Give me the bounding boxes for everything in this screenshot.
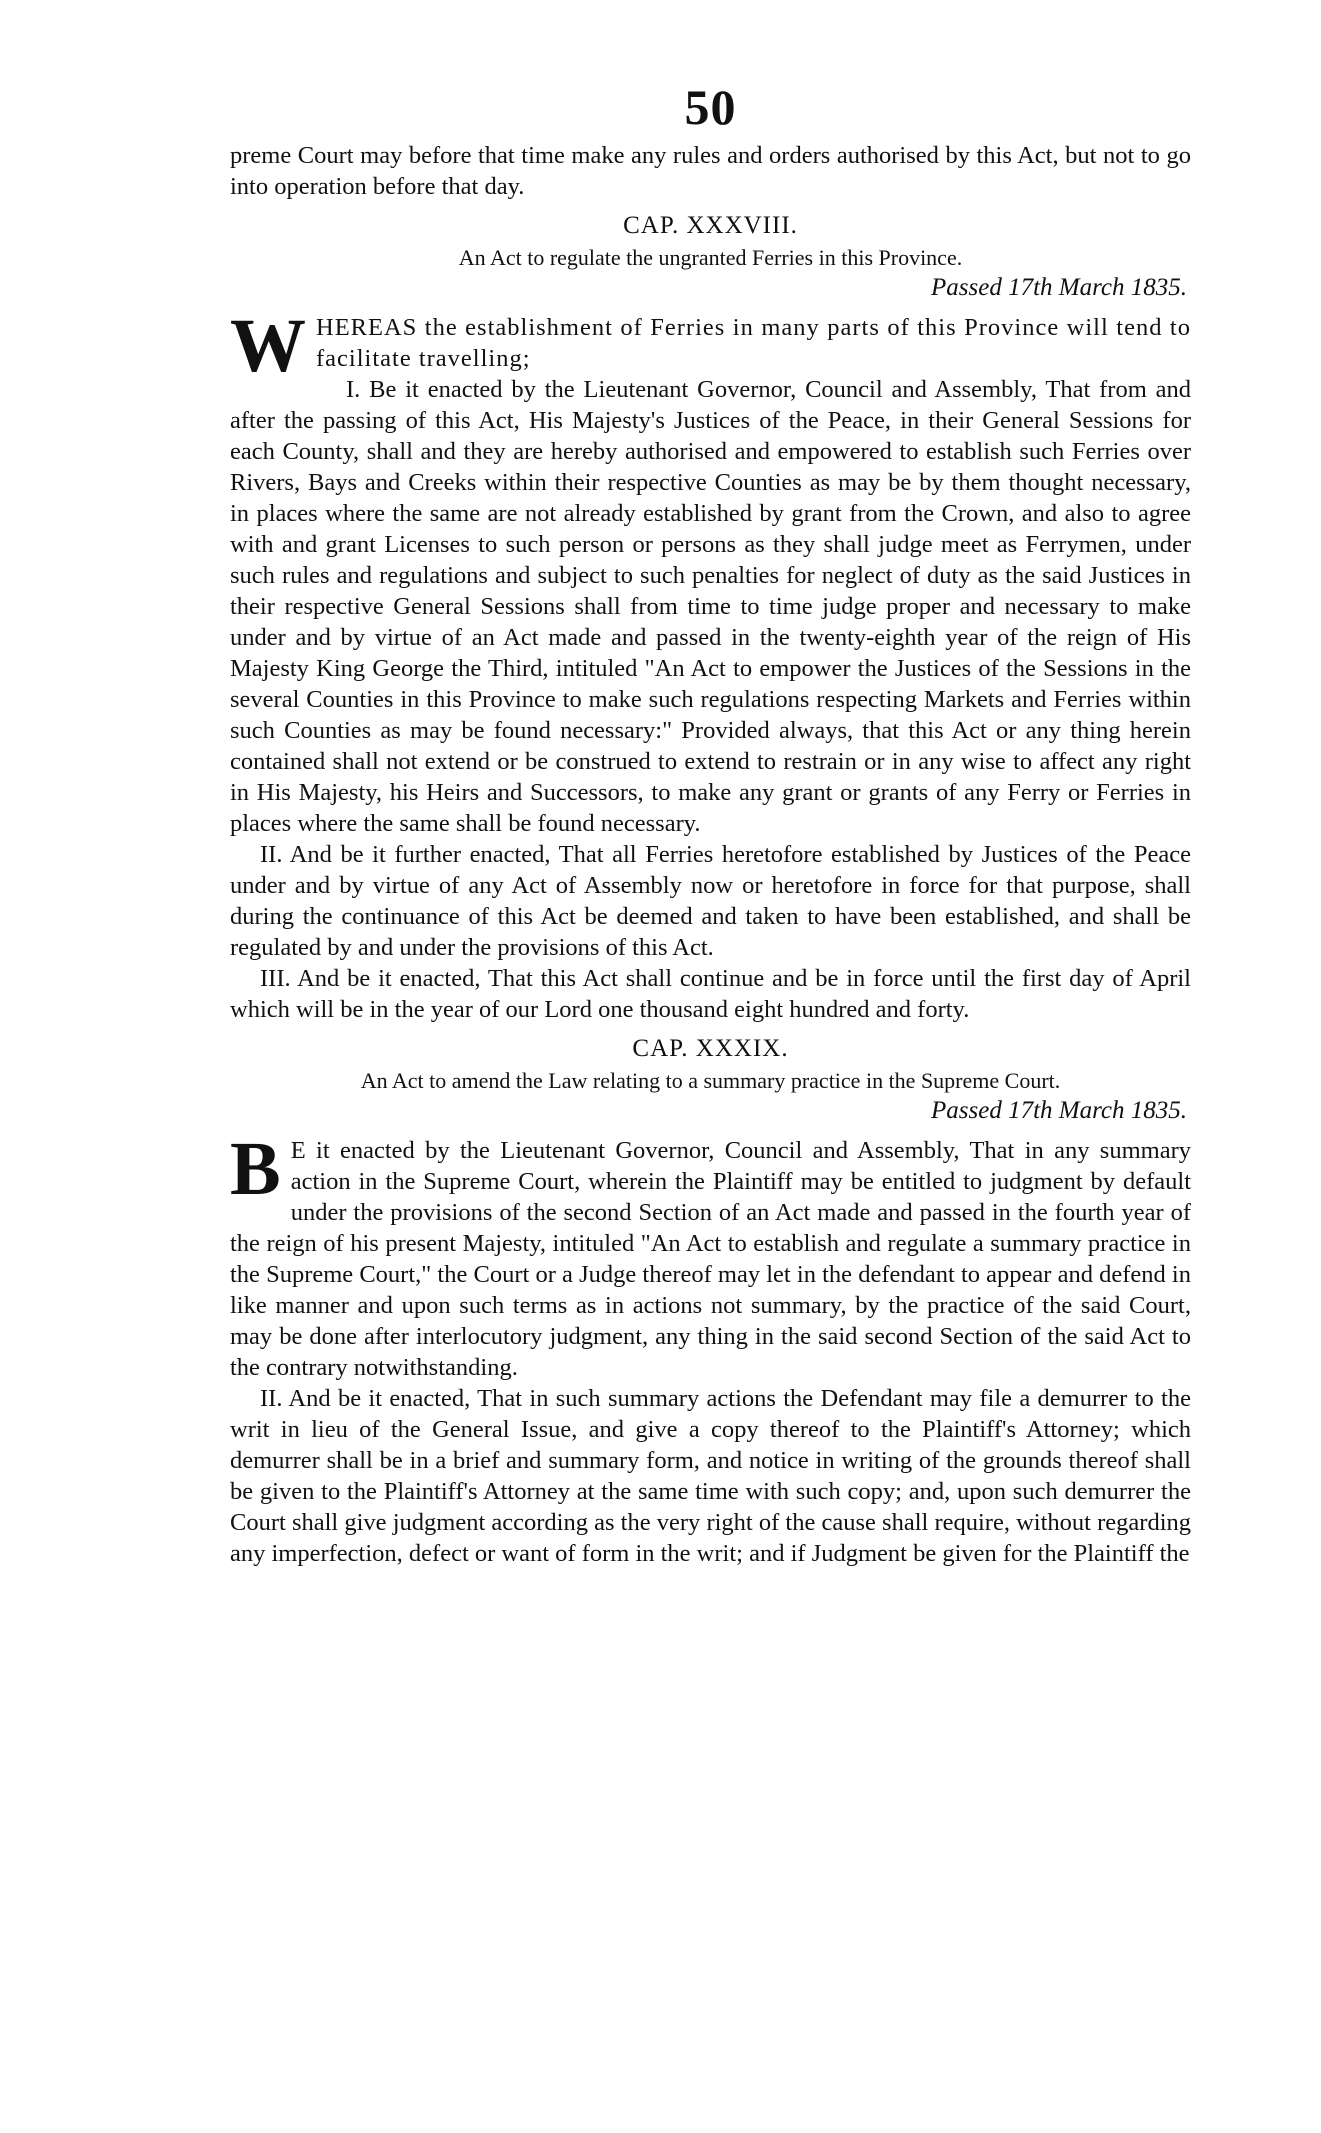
section-2: II. And be it further enacted, That all Ferries heretofore established by Justices of the Peace under and by virtue of any Act of Assembly now or heretofore in force for that purpose, shall during the continuance of this Act be deemed and taken to have been established, and shall be regulated by and under the provisions of this Act.: [230, 841, 1191, 961]
section-3: III. And be it enacted, That this Act shall continue and be in force until the first day of April which will be in the year of our Lord one thousand eight hundred and forty.: [230, 965, 1191, 1023]
section-2: II. And be it enacted, That in such summary actions the Defendant may file a demurrer to the writ in lieu of the General Issue, and give a copy thereof to the Plaintiff's Attorney; which demurrer shall be in a brief and summary form, and notice in writing of the grounds thereof shall be given to the Plaintiff's Attorney at the same time with such copy; and, upon such demurrer the Court shall give judgment according as the very right of the cause shall require, without regarding any imperfection, defect or want of form in the writ; and if Judgment be given for the Plaintiff the: [230, 1385, 1191, 1567]
continuation-text: preme Court may before that time make any rules and orders authorised by this Act, but not to go into operation before that day.: [230, 142, 1191, 200]
act-title: An Act to regulate the ungranted Ferries in this Province.: [458, 245, 963, 270]
act-cap-39: [230, 1035, 1191, 1569]
act-preamble: [230, 304, 1191, 388]
drop-cap: W: [230, 304, 306, 388]
section-1: I. Be it enacted by the Lieutenant Governor, Council and Assembly, That from and after the passing of this Act, His Majesty's Justices of the Peace, in their General Sessions for each County, shall and they are hereby authorised and empowered to establish such Ferries over Rivers, Bays and Creeks within their respective Counties as may be by them thought necessary, in places where the same are not already established by grant from the Crown, and also to agree with and grant Licenses to such person or persons as they shall judge meet as Ferrymen, under such rules and regulations and subject to such penalties for neglect of duty as the said Justices in their respective General Sessions shall from time to time judge proper and necessary to make under and by virtue of an Act made and passed in the twenty-eighth year of the reign of His Majesty King George the Third, intituled "An Act to empower the Justices of the Sessions in the several Counties in this Province to make such regulations respecting Markets and Ferries within such Counties as may be found necessary:" Provided always, that this Act or any thing herein contained shall not extend or be construed to extend to restrain or in any wise to affect any right in His Majesty, his Heirs and Successors, to make any grant or grants of any Ferry or Ferries in places where the same shall be found necessary.: [230, 376, 1191, 837]
chapter-heading: CAP. XXXIX.: [632, 1035, 789, 1062]
act-preamble: [230, 1127, 1191, 1383]
page-number: 50: [684, 79, 737, 135]
passed-date: Passed 17th March 1835.: [931, 274, 1187, 301]
chapter-heading: CAP. XXXVIII.: [623, 212, 798, 239]
passed-date: Passed 17th March 1835.: [931, 1097, 1187, 1124]
act-cap-38: [230, 212, 1191, 1025]
act-title: An Act to amend the Law relating to a summary practice in the Supreme Court.: [360, 1068, 1061, 1093]
preamble-text: E it enacted by the Lieutenant Governor, Council and Assembly, That in any summary action in the Supreme Court, wherein the Plaintiff may be entitled to judgment by default under the provisions of the second Section of an Act made and passed in the fourth year of the reign of his present Majesty, intituled "An Act to establish and regulate a summary practice in the Supreme Court," the Court or a Judge thereof may let in the defendant to appear and defend in like manner and upon such terms as in actions not summary, by the practice of the said Court, may be done after interlocutory judgment, any thing in the said second Section of the said Act to the contrary notwithstanding.: [230, 1137, 1191, 1381]
preamble-text: HEREAS the establishment of Ferries in many parts of this Province will tend to facilitate travelling;: [316, 314, 1191, 372]
drop-cap: B: [230, 1127, 281, 1211]
